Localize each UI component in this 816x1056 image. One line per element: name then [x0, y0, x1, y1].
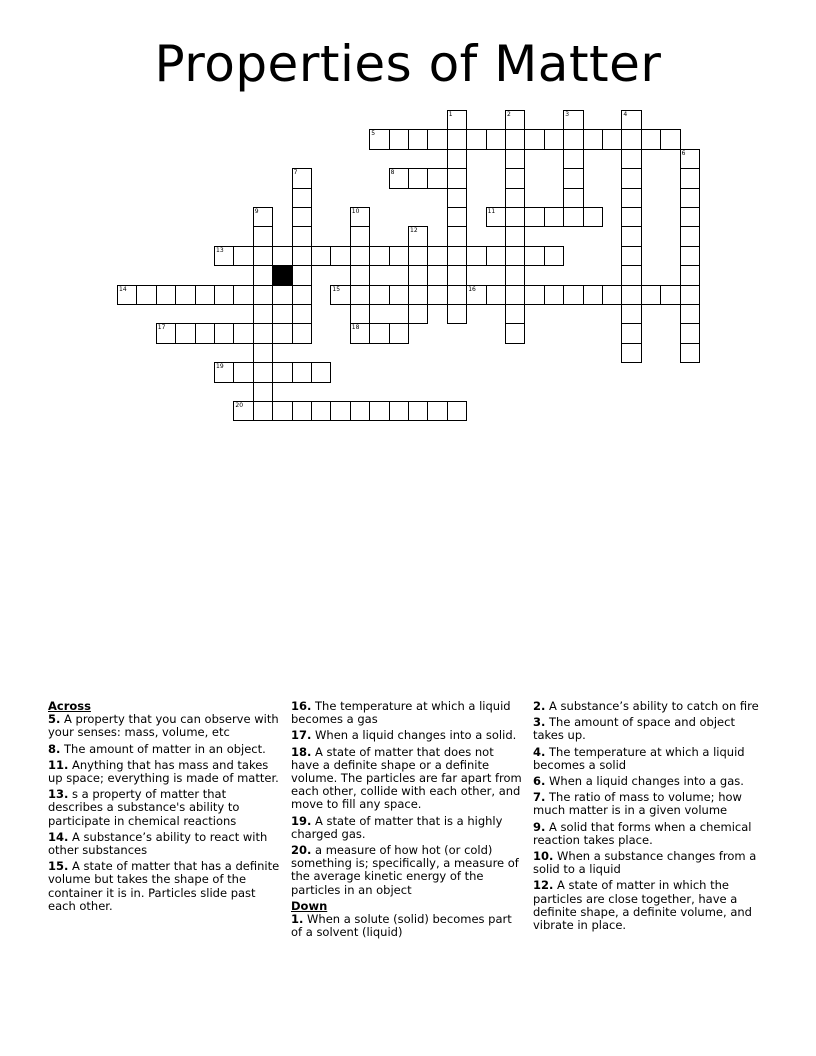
grid-cell[interactable] — [408, 129, 428, 149]
clue-across-4 — [48, 831, 280, 857]
grid-cell[interactable] — [253, 343, 273, 363]
clues-column-2 — [291, 700, 523, 942]
clue-across-8 — [291, 746, 523, 812]
clue-number-label: 14 — [119, 285, 127, 293]
grid-cell[interactable] — [408, 246, 428, 266]
grid-cell[interactable] — [505, 149, 525, 169]
clue-down-8 — [533, 879, 765, 932]
grid-cell[interactable] — [292, 207, 312, 227]
grid-cell[interactable] — [621, 246, 641, 266]
clue-text: A substance’s ability to catch on fire — [549, 699, 759, 713]
grid-cell[interactable] — [253, 207, 273, 227]
grid-cell[interactable] — [680, 168, 700, 188]
grid-cell[interactable] — [272, 285, 292, 305]
clue-number: 20. — [291, 843, 312, 858]
grid-cell[interactable] — [233, 323, 253, 343]
grid-cell[interactable] — [602, 285, 622, 305]
grid-cell[interactable] — [214, 362, 234, 382]
grid-cell[interactable] — [505, 323, 525, 343]
grid-cell[interactable] — [447, 285, 467, 305]
grid-cell[interactable] — [447, 226, 467, 246]
grid-cell[interactable] — [292, 226, 312, 246]
grid-cell[interactable] — [524, 246, 544, 266]
grid-cell[interactable] — [505, 168, 525, 188]
grid-cell[interactable] — [680, 304, 700, 324]
grid-cell[interactable] — [486, 129, 506, 149]
grid-cell[interactable] — [505, 226, 525, 246]
clue-across-7 — [291, 729, 523, 742]
grid-cell[interactable] — [660, 129, 680, 149]
grid-cell[interactable] — [486, 285, 506, 305]
grid-cell[interactable] — [175, 323, 195, 343]
clue-number-label: 11 — [487, 208, 496, 215]
clue-number: 19. — [291, 813, 312, 828]
grid-cell[interactable] — [292, 401, 312, 421]
clue-number-label: 1 — [448, 111, 453, 118]
clue-text: The ratio of mass to volume; how much matter is in a given volume — [533, 790, 742, 818]
clue-number-label: 3 — [565, 111, 570, 118]
clue-number: 13. — [48, 787, 69, 802]
clue-across-5 — [48, 860, 280, 913]
clue-number-label: 12 — [410, 227, 418, 235]
clue-number-label: 18 — [351, 324, 360, 332]
grid-cell[interactable] — [563, 168, 583, 188]
clue-text: s a property of matter that describes a substance's ability to participate in chemical reactions — [48, 787, 240, 828]
clue-number: 3. — [533, 715, 546, 730]
grid-cell[interactable] — [621, 304, 641, 324]
clue-number-label: 9 — [254, 208, 259, 215]
grid-block — [272, 265, 292, 285]
grid-cell[interactable] — [214, 323, 234, 343]
grid-cell[interactable] — [680, 226, 700, 246]
grid-cell[interactable] — [563, 285, 583, 305]
grid-cell[interactable] — [524, 129, 544, 149]
across-heading: Across — [48, 699, 91, 713]
grid-cell[interactable] — [292, 265, 312, 285]
clue-number: 9. — [533, 819, 546, 834]
clue-number-label: 2 — [507, 111, 511, 118]
grid-cell[interactable] — [621, 188, 641, 208]
grid-cell[interactable] — [292, 304, 312, 324]
grid-cell[interactable] — [621, 110, 641, 130]
grid-cell[interactable] — [253, 304, 273, 324]
clue-number: 11. — [48, 757, 69, 772]
clue-text: When a liquid changes into a solid. — [315, 728, 517, 743]
grid-cell[interactable] — [311, 246, 331, 266]
grid-cell[interactable] — [466, 129, 486, 149]
down-clues-part-2 — [533, 700, 765, 932]
grid-cell[interactable] — [369, 129, 389, 149]
clue-number: 6. — [533, 774, 546, 789]
grid-cell[interactable] — [330, 285, 350, 305]
grid-cell[interactable] — [175, 285, 195, 305]
clue-down-0 — [291, 913, 523, 939]
crossword-grid — [0, 0, 816, 430]
clue-down-3 — [533, 746, 765, 772]
grid-cell[interactable] — [563, 188, 583, 208]
clue-text: Anything that has mass and takes up space; everything is made of matter. — [48, 757, 279, 786]
grid-cell[interactable] — [447, 149, 467, 169]
grid-cell[interactable] — [563, 149, 583, 169]
grid-cell[interactable] — [369, 323, 389, 343]
clue-down-4 — [533, 775, 765, 788]
clue-number-label: 13 — [216, 246, 224, 254]
clue-number-label: 5 — [371, 130, 376, 138]
grid-cell[interactable] — [680, 265, 700, 285]
grid-cell[interactable] — [621, 265, 641, 285]
grid-cell[interactable] — [369, 246, 389, 266]
grid-cell[interactable] — [563, 207, 583, 227]
grid-cell[interactable] — [408, 285, 428, 305]
grid-cell[interactable] — [389, 323, 409, 343]
grid-cell[interactable] — [350, 401, 370, 421]
grid-cell[interactable] — [350, 285, 370, 305]
clue-number: 12. — [533, 878, 554, 893]
clue-across-3 — [48, 788, 280, 828]
clue-number: 4. — [533, 744, 546, 759]
grid-cell[interactable] — [505, 285, 525, 305]
grid-cell[interactable] — [408, 304, 428, 324]
clue-text: A state of matter that has a definite volume but takes the shape of the container it is in. Particles slide past each other. — [48, 859, 280, 913]
clue-across-6 — [291, 700, 523, 726]
clues-column-3 — [533, 700, 765, 935]
grid-cell[interactable] — [660, 285, 680, 305]
grid-cell[interactable] — [292, 188, 312, 208]
grid-cell[interactable] — [524, 207, 544, 227]
grid-cell[interactable] — [253, 265, 273, 285]
grid-cell[interactable] — [680, 188, 700, 208]
grid-cell[interactable] — [292, 285, 312, 305]
grid-cell[interactable] — [292, 323, 312, 343]
grid-cell[interactable] — [350, 323, 370, 343]
across-clues-part-2 — [291, 700, 523, 897]
grid-cell[interactable] — [253, 323, 273, 343]
grid-cell[interactable] — [330, 401, 350, 421]
clue-down-7 — [533, 850, 765, 876]
grid-cell[interactable] — [447, 188, 467, 208]
grid-cell[interactable] — [447, 129, 467, 149]
grid-cell[interactable] — [156, 323, 176, 343]
grid-cell[interactable] — [621, 226, 641, 246]
grid-cell[interactable] — [350, 226, 370, 246]
clue-across-2 — [48, 759, 280, 785]
clue-number-label: 17 — [157, 324, 166, 332]
grid-cell[interactable] — [253, 246, 273, 266]
grid-cell[interactable] — [214, 285, 234, 305]
page-title: Properties of Matter — [154, 35, 662, 93]
clue-number-label: 10 — [351, 208, 360, 215]
clue-down-6 — [533, 821, 765, 847]
clue-down-1 — [533, 700, 765, 713]
clue-number: 10. — [533, 849, 554, 864]
grid-cell[interactable] — [233, 246, 253, 266]
grid-cell[interactable] — [408, 401, 428, 421]
grid-cell[interactable] — [350, 207, 370, 227]
down-clues-part-1 — [291, 913, 523, 939]
clue-number: 7. — [533, 790, 546, 805]
grid-cell[interactable] — [544, 285, 564, 305]
grid-cell[interactable] — [427, 246, 447, 266]
grid-cell[interactable] — [389, 401, 409, 421]
clue-text: The amount of matter in an object. — [64, 741, 266, 756]
clue-across-1 — [48, 743, 280, 756]
grid-cell[interactable] — [680, 246, 700, 266]
clue-text: When a substance changes from a solid to a liquid — [533, 849, 757, 877]
clue-text: A state of matter that does not have a definite shape or a definite volume. The particles are far apart from each other, collide with each other, and move to fill any space. — [291, 744, 522, 812]
clue-text: The temperature at which a liquid becomes a solid — [533, 744, 745, 772]
grid-cell[interactable] — [389, 168, 409, 188]
clue-number: 1. — [291, 912, 304, 927]
grid-cell[interactable] — [330, 246, 350, 266]
grid-cell[interactable] — [447, 207, 467, 227]
grid-cell[interactable] — [486, 207, 506, 227]
clue-text: When a solute (solid) becomes part of a solvent (liquid) — [291, 912, 512, 940]
grid-cell[interactable] — [350, 265, 370, 285]
grid-cell[interactable] — [621, 129, 641, 149]
clue-number: 5. — [48, 712, 61, 727]
clue-number: 16. — [291, 699, 312, 713]
clue-text: A substance’s ability to react with other substances — [48, 829, 268, 858]
grid-cell[interactable] — [621, 323, 641, 343]
grid-cell[interactable] — [389, 129, 409, 149]
grid-cell[interactable] — [272, 362, 292, 382]
grid-cell[interactable] — [195, 323, 215, 343]
grid-cell[interactable] — [602, 129, 622, 149]
grid-cell[interactable] — [233, 285, 253, 305]
clue-number-label: 19 — [216, 363, 224, 371]
grid-cell[interactable] — [680, 149, 700, 169]
grid-cell[interactable] — [583, 207, 603, 227]
grid-cell[interactable] — [350, 304, 370, 324]
grid-cell[interactable] — [621, 207, 641, 227]
clue-number-label: 15 — [332, 285, 341, 293]
grid-cell[interactable] — [350, 246, 370, 266]
grid-cell[interactable] — [233, 401, 253, 421]
grid-cell[interactable] — [563, 110, 583, 130]
grid-cell[interactable] — [447, 246, 467, 266]
clue-number-label: 4 — [623, 111, 628, 118]
clue-text: A property that you can observe with your senses: mass, volume, etc — [48, 712, 279, 740]
clue-text: A solid that forms when a chemical reaction takes place. — [533, 819, 752, 847]
grid-cell[interactable] — [583, 129, 603, 149]
grid-cell[interactable] — [466, 246, 486, 266]
grid-cell[interactable] — [136, 285, 156, 305]
grid-cell[interactable] — [253, 362, 273, 382]
grid-cell[interactable] — [505, 129, 525, 149]
grid-cell[interactable] — [195, 285, 215, 305]
clue-number-label: 7 — [293, 169, 298, 177]
grid-cell[interactable] — [272, 401, 292, 421]
clue-down-2 — [533, 716, 765, 742]
grid-cell[interactable] — [544, 207, 564, 227]
grid-cell[interactable] — [292, 168, 312, 188]
clue-text: When a liquid changes into a gas. — [549, 774, 744, 789]
clue-number: 14. — [48, 829, 69, 844]
clue-number: 8. — [48, 741, 61, 756]
grid-cell[interactable] — [156, 285, 176, 305]
grid-cell[interactable] — [524, 285, 544, 305]
clue-text: A state of matter in which the particles are close together, have a definite shape, a definite volume, and vibrate in place. — [533, 878, 752, 933]
grid-cell[interactable] — [641, 285, 661, 305]
clue-text: A state of matter that is a highly charged gas. — [291, 813, 503, 841]
grid-cell[interactable] — [505, 304, 525, 324]
clue-across-10 — [291, 844, 523, 897]
grid-cell[interactable] — [389, 285, 409, 305]
grid-cell[interactable] — [466, 285, 486, 305]
grid-cell[interactable] — [505, 246, 525, 266]
grid-cell[interactable] — [253, 382, 273, 402]
grid-cell[interactable] — [544, 129, 564, 149]
grid-cell[interactable] — [641, 129, 661, 149]
clue-text: The temperature at which a liquid becomes a gas — [291, 699, 511, 727]
grid-cell[interactable] — [369, 401, 389, 421]
grid-cell[interactable] — [505, 188, 525, 208]
grid-cell[interactable] — [272, 246, 292, 266]
grid-cell[interactable] — [253, 401, 273, 421]
across-clues-part-1 — [48, 713, 280, 913]
clue-number: 18. — [291, 744, 312, 759]
grid-cell[interactable] — [447, 401, 467, 421]
grid-cell[interactable] — [544, 246, 564, 266]
grid-cell[interactable] — [447, 110, 467, 130]
clue-down-5 — [533, 791, 765, 817]
grid-cell[interactable] — [408, 168, 428, 188]
grid-cell[interactable] — [680, 285, 700, 305]
grid-cell[interactable] — [486, 246, 506, 266]
clue-number-label: 16 — [468, 285, 476, 293]
clue-text: The amount of space and object takes up. — [533, 715, 735, 743]
grid-cell[interactable] — [369, 285, 389, 305]
grid-cell[interactable] — [621, 285, 641, 305]
down-heading: Down — [291, 898, 328, 913]
clue-number-label: 20 — [235, 402, 244, 409]
grid-cell[interactable] — [447, 168, 467, 188]
grid-cell[interactable] — [505, 265, 525, 285]
grid-cell[interactable] — [583, 285, 603, 305]
grid-cell[interactable] — [272, 323, 292, 343]
clue-number: 2. — [533, 699, 546, 713]
grid-cell[interactable] — [563, 129, 583, 149]
grid-cell[interactable] — [427, 285, 447, 305]
clue-number: 15. — [48, 859, 69, 874]
grid-cell[interactable] — [621, 168, 641, 188]
clue-text: a measure of how hot (or cold) something is; specifically, a measure of the average kinetic energy of the particles in an object — [291, 843, 519, 897]
grid-cell[interactable] — [505, 110, 525, 130]
grid-cell[interactable] — [311, 362, 331, 382]
grid-cell[interactable] — [680, 343, 700, 363]
clue-number-label: 6 — [681, 149, 686, 157]
grid-cell[interactable] — [621, 343, 641, 363]
grid-cell[interactable] — [408, 226, 428, 246]
grid-cell[interactable] — [233, 362, 253, 382]
grid-cell[interactable] — [427, 129, 447, 149]
clue-number-label: 8 — [390, 169, 395, 177]
grid-cell[interactable] — [427, 401, 447, 421]
grid-cell[interactable] — [505, 207, 525, 227]
clues-column-1 — [48, 700, 280, 916]
grid-cell[interactable] — [389, 246, 409, 266]
grid-cell[interactable] — [117, 285, 137, 305]
grid-cell[interactable] — [621, 149, 641, 169]
grid-cell[interactable] — [292, 246, 312, 266]
grid-cell[interactable] — [311, 401, 331, 421]
grid-cell[interactable] — [447, 265, 467, 285]
grid-cell[interactable] — [214, 246, 234, 266]
grid-cell[interactable] — [292, 362, 312, 382]
grid-cell[interactable] — [408, 265, 428, 285]
clue-across-0 — [48, 713, 280, 739]
grid-cell[interactable] — [427, 168, 447, 188]
grid-cell[interactable] — [253, 285, 273, 305]
clue-across-9 — [291, 815, 523, 841]
grid-cell[interactable] — [680, 323, 700, 343]
grid-cell[interactable] — [680, 207, 700, 227]
grid-cell[interactable] — [447, 304, 467, 324]
clue-number: 17. — [291, 728, 312, 743]
grid-cell[interactable] — [253, 226, 273, 246]
